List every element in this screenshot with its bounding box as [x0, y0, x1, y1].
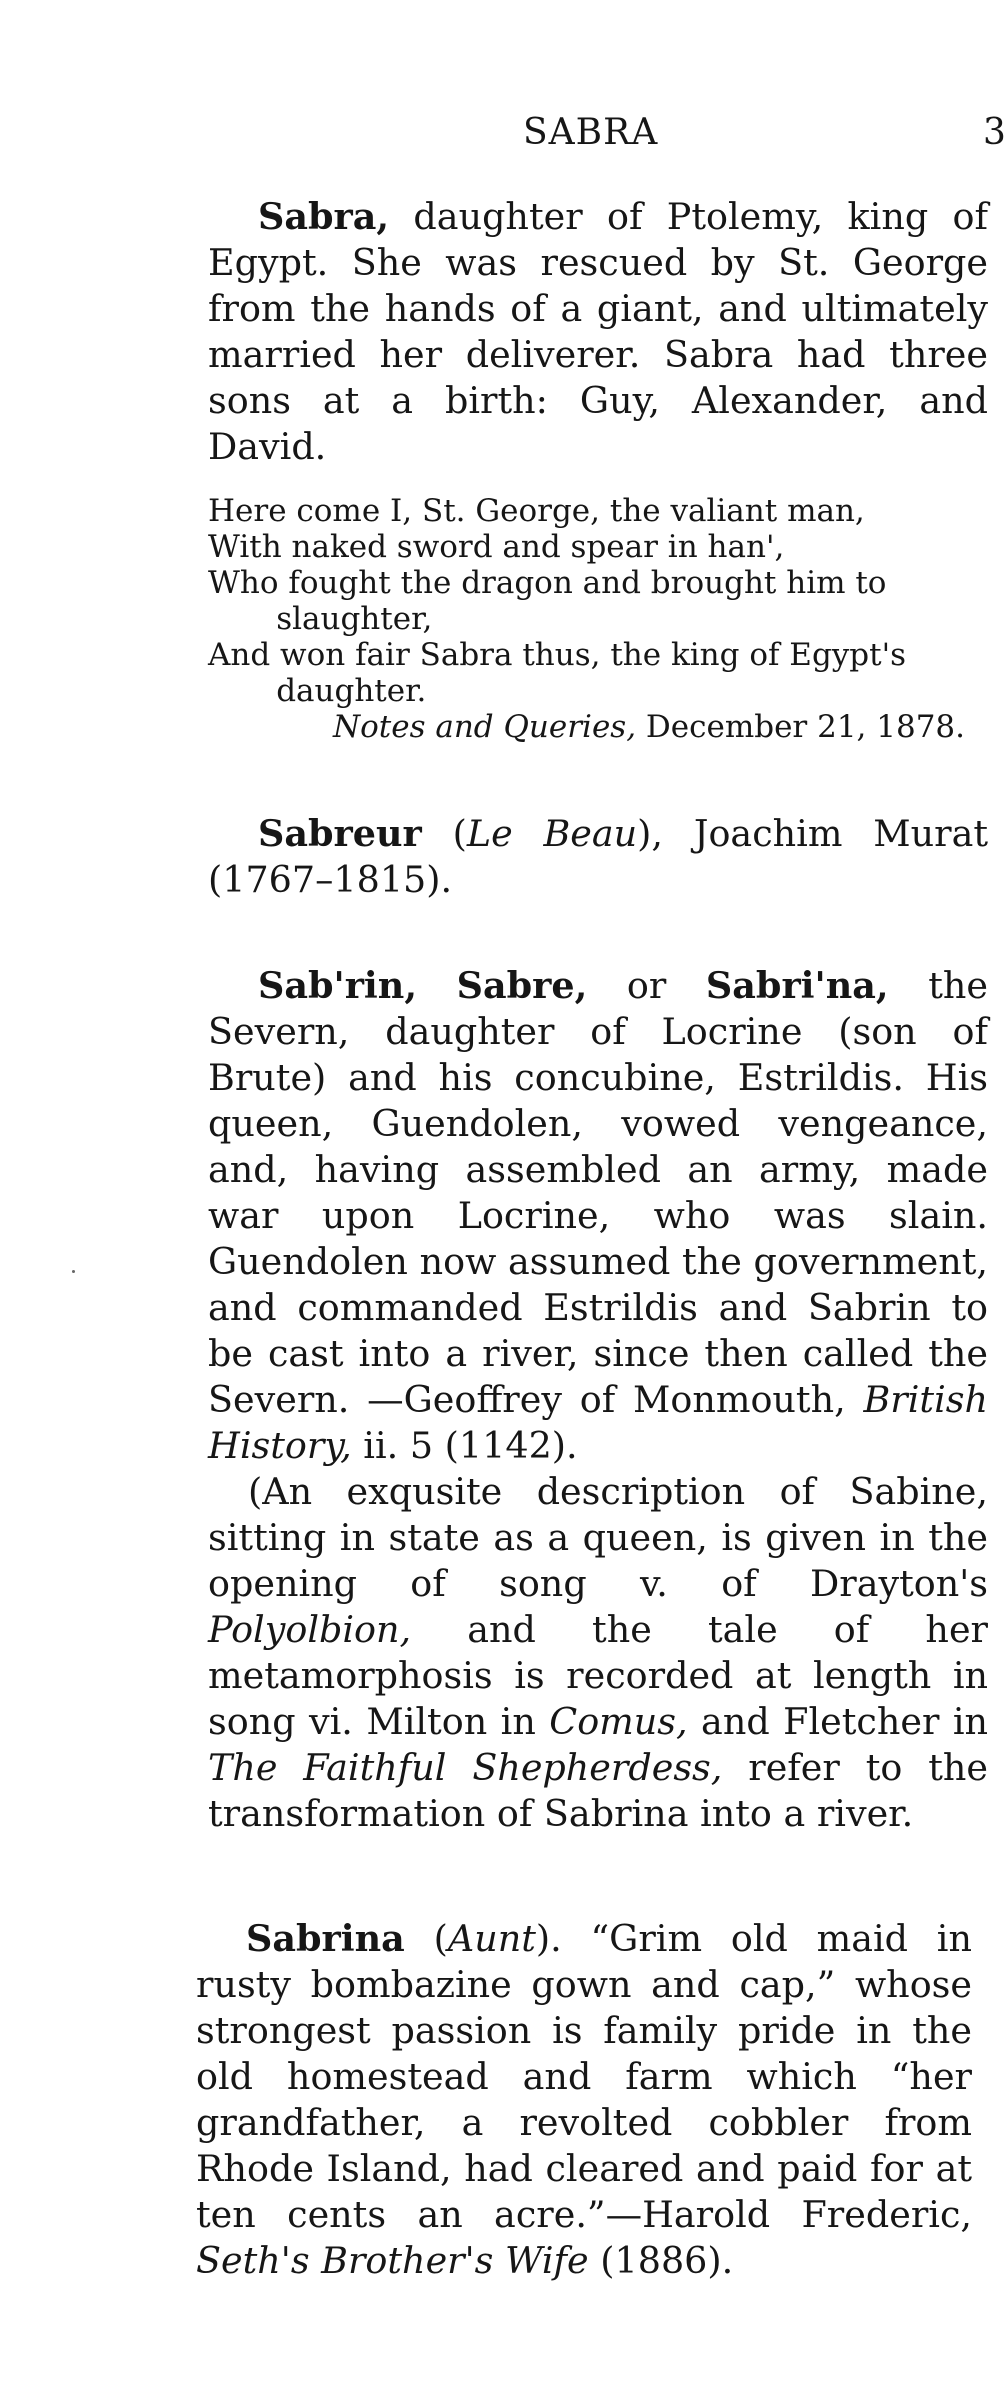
entry-sabreur	[208, 811, 988, 903]
alias-aunt: Aunt	[447, 1917, 536, 1960]
verse-line-2: With naked sword and spear in han',	[208, 529, 785, 565]
running-head	[0, 112, 1006, 162]
verse-line-4: And won fair Sabra thus, the king of Egypt's daughter.	[208, 637, 907, 709]
entry-sabrin	[208, 963, 988, 1837]
page-number: 3	[983, 112, 1006, 153]
note-part-1: (An exqusite description of Sabine, sitting in state as a queen, is given in the opening of song v. of Drayton's	[208, 1470, 988, 1605]
cite-seths-brothers-wife-year: (1886).	[588, 2239, 734, 2282]
entry-sabreur-text: Sabreur (Le Beau), Joachim Murat (1767–1815).	[208, 812, 988, 901]
headword-sabra: Sabra,	[258, 195, 390, 238]
verse-quotation	[208, 493, 988, 745]
verse-source-title: Notes and Queries,	[333, 709, 637, 745]
entry-sabrin-text	[208, 963, 988, 1469]
entry-sabra	[208, 194, 988, 470]
entry-sabrin-note	[208, 1469, 988, 1837]
entry-sabreur-body: Joachim Murat (1767–1815).	[208, 812, 988, 901]
note-title-polyolbion: Polyolbion,	[208, 1608, 412, 1651]
entry-sabrina-aunt-body: “Grim old maid in rusty bombazine gown and cap,” whose strongest passion is family pride in the old homestead and farm which “her grandfather, a revolted cobbler from Rhode Island, had cleared and paid for at ten cents an acre.”—Harold Frederic,	[196, 1917, 972, 2236]
running-head-title: SABRA	[523, 112, 659, 153]
cite-british-history-ref: ii. 5 (1142).	[351, 1424, 578, 1467]
note-part-2: and the tale of her metamorphosis is recorded at length in song vi. Milton in	[208, 1608, 988, 1743]
entry-sabrin-body: the Severn, daughter of Locrine (son of Brute) and his concubine, Estrildis. His queen, Guendolen, vowed vengeance, and, having assembled an army, made war upon Locrine, who was slain. Guendolen now assumed the government, and commanded Estrildis and Sabrin to be cast into a river, since then called the Severn. —Geoffrey of Monmouth,	[208, 964, 988, 1421]
cite-seths-brothers-wife: Seth's Brother's Wife	[196, 2239, 589, 2282]
entry-sabrina-aunt-text: Sabrina (Aunt). “Grim old maid in rusty bombazine gown and cap,” whose strongest passion is family pride in the old homestead and farm which “her grandfather, a revolted cobbler from Rhode Island, had cleared and paid for at ten cents an acre.”—Harold Frederic, Seth's Brother's Wife (1886).	[196, 1917, 972, 2282]
verse-line-3: Who fought the dragon and brought him to slaughter,	[208, 565, 887, 637]
entry-sabra-body: daughter of Ptolemy, king of Egypt. She was rescued by St. George from the hands of a giant, and ultimately married her deliverer. Sabra had three sons at a birth: Guy, Alexander, and David.	[208, 195, 988, 468]
note-part-3: and Fletcher in	[687, 1700, 989, 1743]
headword-or: or	[626, 964, 667, 1007]
cite-british-history: British History,	[208, 1378, 988, 1467]
paper-speck	[72, 1270, 75, 1273]
verse-lines	[208, 493, 988, 709]
verse-source-date: December 21, 1878.	[636, 709, 965, 745]
note-title-faithful-shepherdess: The Faithful Shepherdess,	[208, 1746, 723, 1789]
entry-sabrina-aunt	[196, 1916, 972, 2284]
alias-le-beau: Le Beau	[466, 812, 638, 855]
verse-source	[208, 709, 988, 745]
verse-line-1: Here come I, St. George, the valiant man,	[208, 493, 865, 529]
headword-sabreur: Sabreur	[258, 812, 422, 855]
headword-sabrin: Sab'rin,	[258, 964, 418, 1007]
entry-sabra-text	[208, 194, 988, 470]
note-title-comus: Comus,	[549, 1700, 688, 1743]
headword-sabre: Sabre,	[456, 964, 588, 1007]
note-part-4: refer to the transformation of Sabrina into a river.	[208, 1746, 988, 1835]
headword-sabrina: Sabrina	[246, 1917, 405, 1960]
headword-sabrina-river: Sabri'na,	[705, 964, 889, 1007]
